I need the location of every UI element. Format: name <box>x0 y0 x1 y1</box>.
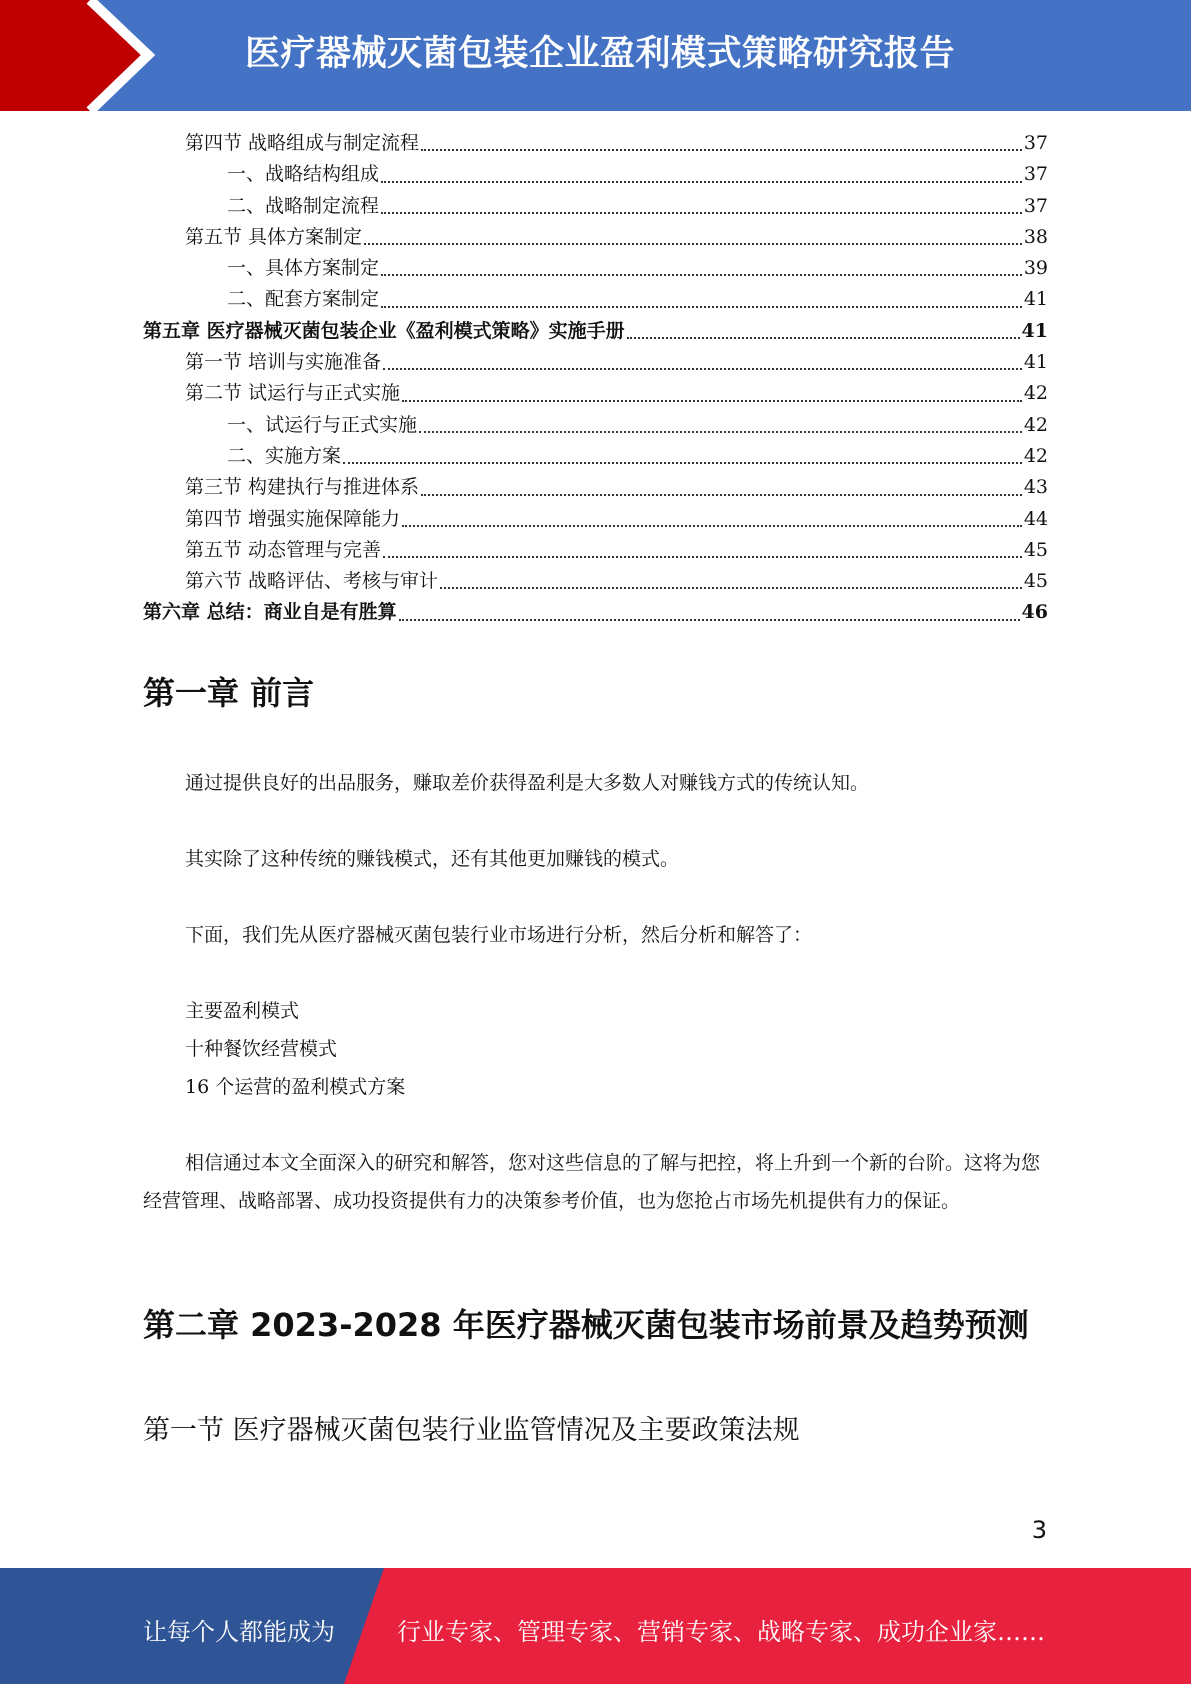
footer-slogan-right: 行业专家、管理专家、营销专家、战略专家、成功企业家…… <box>397 1618 1045 1646</box>
chapter1-paragraph-1: 通过提供良好的出品服务，赚取差价获得盈利是大多数人对赚钱方式的传统认知。 <box>185 772 870 794</box>
chapter1-paragraph-4: 相信通过本文全面深入的研究和解答，您对这些信息的了解与把控，将上升到一个新的台阶。这将为您经营管理、战略部署、成功投资提供有力的决策参考价值，也为您抢占市场先机提供有力的保证。 <box>143 1152 1041 1212</box>
toc-dot-leader <box>381 181 1022 183</box>
toc-entry[interactable] <box>143 128 1048 159</box>
toc-dot-leader <box>381 306 1022 308</box>
toc-dot-leader <box>399 619 1020 621</box>
toc-entry-page: 44 <box>1023 507 1048 530</box>
toc-entry-page: 45 <box>1023 538 1048 561</box>
page-footer <box>0 1568 1191 1684</box>
toc-dot-leader <box>343 462 1022 464</box>
header-title: 医疗器械灭菌包装企业盈利模式策略研究报告 <box>245 34 956 74</box>
toc-entry[interactable] <box>143 378 1048 409</box>
toc-entry-label: 一、战略结构组成 <box>227 163 380 186</box>
toc-entry[interactable] <box>143 316 1048 347</box>
footer-slogan-left: 让每个人都能成为 <box>143 1618 335 1646</box>
toc-entry-page: 41 <box>1021 319 1048 342</box>
chapter1-title: 第一章 前言 <box>143 674 315 712</box>
toc-entry-label: 第五章 医疗器械灭菌包装企业《盈利模式策略》实施手册 <box>143 319 625 342</box>
list-item: 16 个运营的盈利模式方案 <box>185 1076 406 1098</box>
toc-dot-leader <box>627 337 1020 339</box>
toc-entry[interactable] <box>143 597 1048 628</box>
toc-dot-leader <box>421 494 1022 496</box>
toc-dot-leader <box>440 587 1022 589</box>
toc-entry[interactable] <box>143 284 1048 315</box>
list-item: 主要盈利模式 <box>185 1000 300 1022</box>
toc-entry[interactable] <box>143 159 1048 190</box>
toc-entry-page: 45 <box>1023 570 1048 593</box>
page-header <box>0 0 1191 111</box>
toc-dot-leader <box>419 431 1022 433</box>
toc-dot-leader <box>364 243 1022 245</box>
toc-entry-label: 第四节 战略组成与制定流程 <box>185 132 420 154</box>
toc-entry-label: 第六节 战略评估、考核与审计 <box>185 570 439 593</box>
toc-entry[interactable] <box>143 566 1048 597</box>
toc-entry-label: 第四节 增强实施保障能力 <box>185 507 401 530</box>
toc-dot-leader <box>402 400 1022 402</box>
toc-dot-leader <box>402 525 1022 527</box>
toc-entry[interactable] <box>143 191 1048 222</box>
toc-entry[interactable] <box>143 347 1048 378</box>
chapter1-paragraph-3: 下面，我们先从医疗器械灭菌包装行业市场进行分析，然后分析和解答了： <box>185 924 813 946</box>
list-item: 十种餐饮经营模式 <box>185 1038 338 1060</box>
toc-entry-label: 第五节 具体方案制定 <box>185 225 363 248</box>
toc-dot-leader <box>381 274 1022 276</box>
toc-entry-page: 41 <box>1023 288 1048 311</box>
toc-entry-page: 37 <box>1023 132 1048 154</box>
chapter1-list <box>185 992 405 1106</box>
chapter2-section1-title: 第一节 医疗器械灭菌包装行业监管情况及主要政策法规 <box>143 1415 800 1446</box>
toc-entry-label: 二、战略制定流程 <box>227 194 380 217</box>
toc-entry-label: 第一节 培训与实施准备 <box>185 351 382 374</box>
toc-entry[interactable] <box>143 222 1048 253</box>
toc-entry-page: 43 <box>1023 476 1048 499</box>
toc-entry[interactable] <box>143 253 1048 284</box>
toc-entry-label: 第二节 试运行与正式实施 <box>185 382 401 405</box>
toc-entry-page: 42 <box>1023 413 1048 436</box>
toc-entry[interactable] <box>143 410 1048 441</box>
toc-entry-page: 46 <box>1021 601 1048 624</box>
toc-entry-label: 第六章 总结：商业自是有胜算 <box>143 601 397 624</box>
page-number: 3 <box>1031 1516 1047 1544</box>
toc-entry-page: 37 <box>1023 194 1048 217</box>
toc-entry-label: 第三节 构建执行与推进体系 <box>185 476 420 499</box>
header-red-chevron <box>0 0 148 111</box>
toc-entry-page: 39 <box>1023 257 1048 280</box>
toc-entry[interactable] <box>143 472 1048 503</box>
table-of-contents <box>143 128 1048 629</box>
toc-entry[interactable] <box>143 535 1048 566</box>
chapter2-title: 第二章 2023-2028 年医疗器械灭菌包装市场前景及趋势预测 <box>143 1306 1029 1344</box>
toc-entry-label: 二、实施方案 <box>227 444 342 467</box>
toc-dot-leader <box>421 149 1022 151</box>
toc-dot-leader <box>383 368 1022 370</box>
toc-dot-leader <box>383 556 1022 558</box>
toc-entry-page: 42 <box>1023 444 1048 467</box>
toc-entry[interactable] <box>143 504 1048 535</box>
toc-entry-label: 一、具体方案制定 <box>227 257 380 280</box>
chapter1-paragraph-2: 其实除了这种传统的赚钱模式，还有其他更加赚钱的模式。 <box>185 848 680 870</box>
toc-entry-label: 一、试运行与正式实施 <box>227 413 418 436</box>
toc-dot-leader <box>381 212 1022 214</box>
toc-entry-page: 37 <box>1023 163 1048 186</box>
toc-entry-page: 38 <box>1023 225 1048 248</box>
toc-entry-label: 第五节 动态管理与完善 <box>185 538 382 561</box>
toc-entry[interactable] <box>143 441 1048 472</box>
toc-entry-page: 42 <box>1023 382 1048 405</box>
toc-entry-page: 41 <box>1023 351 1048 374</box>
toc-entry-label: 二、配套方案制定 <box>227 288 380 311</box>
